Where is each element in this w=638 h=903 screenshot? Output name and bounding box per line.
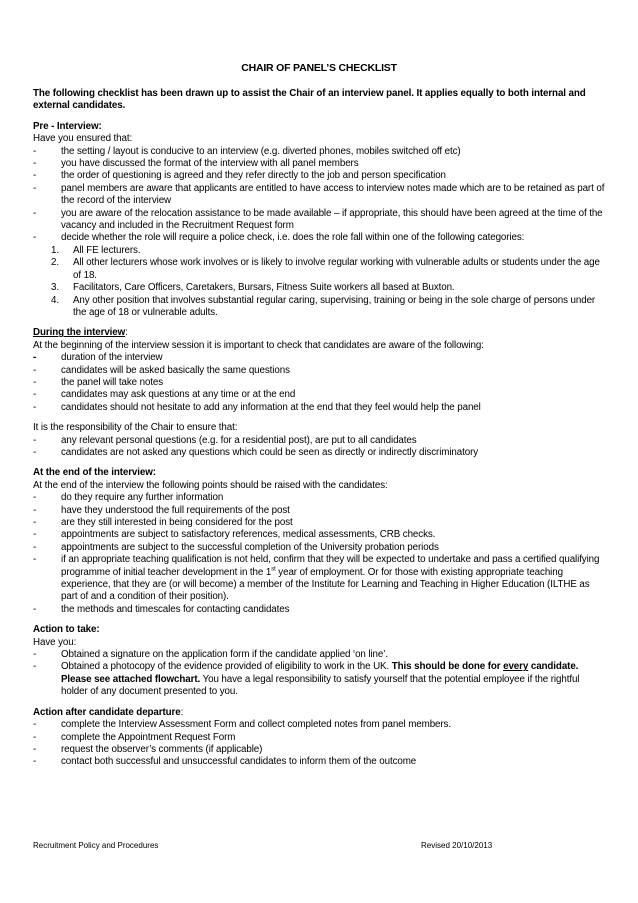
- page-title: CHAIR OF PANEL’S CHECKLIST: [241, 62, 397, 74]
- footer-left: Recruitment Policy and Procedures: [33, 841, 159, 850]
- during-lead: At the beginning of the interview session it is important to check that candidates are aware of the following:: [33, 339, 484, 351]
- list-item: - the methods and timescales for contacting candidates: [33, 603, 290, 615]
- list-item: - appointments are subject to the successful completion of the University probation periods: [33, 541, 439, 553]
- category-item: 4. Any other position that involves substantial regular caring, supervising, training or being in the sole charge of persons under the age of 18 or vulnerable adults.: [51, 294, 596, 318]
- list-item: - candidates are not asked any questions which could be seen as directly or indirectly discriminatory: [33, 446, 479, 458]
- end-lead: At the end of the interview the following points should be raised with the candidates:: [33, 479, 388, 491]
- pre-interview-section: [33, 121, 608, 320]
- during-interview-heading: During the interview: [33, 327, 126, 339]
- footer-right: Revised 20/10/2013: [421, 841, 493, 850]
- list-item: - duration of the interview: [33, 352, 163, 364]
- intro-paragraph: The following checklist has been drawn up to assist the Chair of an interview panel. It applies equally to both internal and external candidates.: [33, 88, 586, 112]
- list-item: - have they understood the full requirements of the post: [33, 504, 290, 516]
- list-item: - any relevant personal questions (e.g. for a residential post), are put to all candidates: [33, 434, 417, 446]
- end-interview-section: [33, 467, 608, 616]
- pre-interview-heading: Pre - Interview:: [33, 120, 102, 132]
- list-item: - the panel will take notes: [33, 376, 164, 388]
- action-lead: Have you:: [33, 636, 77, 648]
- list-item: - the setting / layout is conducive to an interview (e.g. diverted phones, mobiles switched off etc): [33, 145, 461, 157]
- departure-section: Action after candidate departure: - complete the Interview Assessment Form and collect completed notes from panel members. - complete the Appointment Request Form - request the observer’s comments (if applicable) - contact both successful and unsuccessful candidates to inform them of the outcome: [33, 707, 608, 769]
- list-item: - complete the Interview Assessment Form and collect completed notes from panel members.: [33, 719, 451, 731]
- list-item: - candidates will be asked basically the same questions: [33, 364, 290, 376]
- action-section: [33, 624, 608, 698]
- list-item: - do they require any further information: [33, 492, 224, 504]
- list-item: - candidates should not hesitate to add any information at the end that they feel would help the panel: [33, 401, 481, 413]
- list-item: - you are aware of the relocation assistance to be made available – if appropriate, this should have been agreed at the time of the vacancy and included in the Recruitment Request form: [33, 207, 603, 232]
- list-item: - request the observer’s comments (if applicable): [33, 743, 263, 755]
- list-item: - Obtained a photocopy of the evidence provided of eligibility to work in the UK. This should be done for every candidate. Please see attached flowchart. You have a legal responsibility to satisfy yourself that the potential employee if the rightful holder of any document presented to you.: [33, 661, 580, 698]
- list-item: - are they still interested in being considered for the post: [33, 517, 293, 528]
- document-body: [33, 88, 608, 769]
- category-item: 1. All FE lecturers.: [51, 244, 141, 256]
- during-interview-section: During the interview: At the beginning of the interview session it is important to check that candidates are aware of the following: - duration of the interview - candidates will be asked basically the same questions - the panel will take notes - candidates may ask questions at any time or at the end - candidates should not hesitate to add any information at the end that they feel would help the panel It is the responsibility of the Chair to ensure that: - any relevant personal questions (e.g. for a residential post), are put to all candidates - candidates are not asked any questions which could be seen as directly or indirectly discriminatory: [33, 327, 608, 459]
- list-item: - you have discussed the format of the interview with all panel members: [33, 158, 359, 170]
- list-item: - Obtained a signature on the application form if the candidate applied ‘on line’.: [33, 649, 388, 661]
- action-heading: Action to take:: [33, 624, 100, 636]
- pre-interview-lead: Have you ensured that:: [33, 133, 133, 145]
- list-item: - decide whether the role will require a police check, i.e. does the role fall within one of the following categories:: [33, 232, 525, 244]
- list-item: - if an appropriate teaching qualification is not held, confirm that they will be expected to undertake and pass a certified qualifying programme of initial teacher development in the 1st year of employment. Or for those with existing appropriate teaching experience, that they are (or will become) a member of the Institute for Learning and Teaching in Higher Education (ILTHE as part of and a condition of their position).: [33, 554, 600, 603]
- category-item: 3. Facilitators, Care Officers, Caretakers, Bursars, Fitness Suite workers all based at Buxton.: [51, 282, 455, 294]
- end-interview-heading: At the end of the interview:: [33, 467, 156, 479]
- list-item: - the order of questioning is agreed and they refer directly to the job and person specification: [33, 170, 446, 182]
- list-item: - candidates may ask questions at any time or at the end: [33, 389, 296, 401]
- list-item: - contact both successful and unsuccessful candidates to inform them of the outcome: [33, 756, 417, 768]
- chair-responsibility-lead: It is the responsibility of the Chair to ensure that:: [33, 422, 238, 434]
- list-item: - panel members are aware that applicants are entitled to have access to interview notes made which are to be retained as part of the record of the interview: [33, 182, 605, 207]
- list-item: - complete the Appointment Request Form: [33, 731, 236, 743]
- list-item: - appointments are subject to satisfactory references, medical assessments, CRB checks.: [33, 529, 436, 541]
- category-item: 2. All other lecturers whose work involves or is likely to involve regular working with vulnerable adults or students under the age of 18.: [51, 257, 600, 281]
- departure-heading: Action after candidate departure: [33, 706, 181, 718]
